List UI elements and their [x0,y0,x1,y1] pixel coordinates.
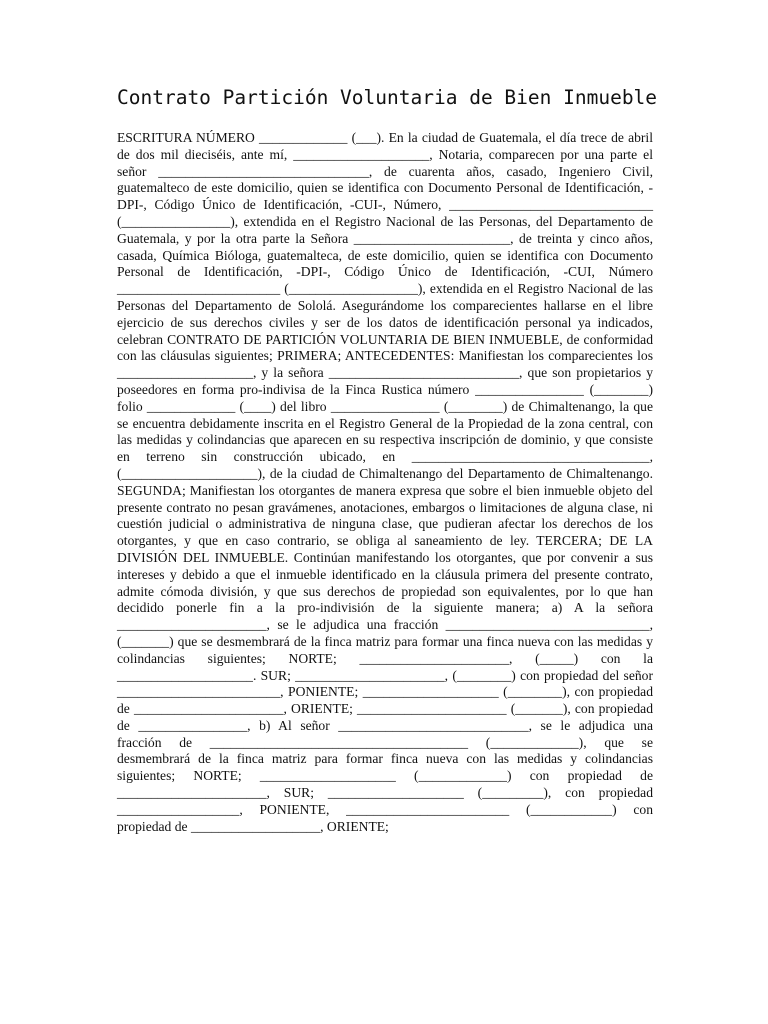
document-page [117,86,658,835]
document-title: Contrato Partición Voluntaria de Bien Inmueble [117,86,658,109]
contract-body-text: ESCRITURA NÚMERO _____________ (___). En la ciudad de Guatemala, el día trece de abril de dos mil dieciséis, ante mí, ____________________, Notaria, comparecen por una parte el señor _______________________________, de cuarenta años, casado, Ingeniero Civil, guatemalteco de este domicilio, quien se identifica con Documento Personal de Identificación, -DPI-, Código Único de Identificación, -CUI-, Número, ______________________________ (________________), extendida en el Registro Nacional de las Personas, del Departamento de Guatemala, y por la otra parte la Señora _______________________, de treinta y cinco años, casada, Química Bióloga, guatemalteca, de este domicilio, quien se identifica con Documento Personal de Identificación, -DPI-, Código Único de Identificación, -CUI, Número ________________________ (___________________), extendida en el Registro Nacional de las Personas del Departamento de Sololá. Asegurándome los comparecientes hallarse en el libre ejercicio de sus derechos civiles y ser de los datos de identificación personal ya indicados, celebran CONTRATO DE PARTICIÓN VOLUNTARIA DE BIEN INMUEBLE, de conformidad con las cláusulas siguientes; PRIMERA; ANTECEDENTES: Manifiestan los comparecientes los ____________________, y la señora ____________________________, que son propietarios y poseedores en forma pro-indivisa de la Finca Rustica número ________________ (________) folio _____________ (____) del libro ________________ (________) de Chimaltenango, la que se encuentra debidamente inscrita en el Registro General de la Propiedad de la zona central, con las medidas y colindancias que aparecen en su respectiva inscripción de dominio, y que consiste en terreno sin construcción ubicado, en ___________________________________, (____________________), de la ciudad de Chimaltenango del Departamento de Chimaltenango. SEGUNDA; Manifiestan los otorgantes de manera expresa que sobre el bien inmueble objeto del presente contrato no pesan gravámenes, anotaciones, embargos o limitaciones de alguna clase, ni cuestión judicial o administrativa de ninguna clase, que pudieran afectar los derechos de los otorgantes, y que en caso contrario, se obliga al saneamiento de ley. TERCERA; DE LA DIVISIÓN DEL INMUEBLE. Continúan manifestando los otorgantes, que por convenir a sus intereses y debido a que el inmueble identificado en la cláusula primera del presente contrato, admite cómoda división, y que sus derechos de propiedad son equivalentes, por lo que han decidido ponerle fin a la pro-indivisión de la siguiente manera; a) A la señora ______________________, se le adjudica una fracción ______________________________, (_______) que se desmembrará de la finca matriz para formar una finca nueva con las medidas y colindancias siguientes; NORTE; ______________________, (_____) con la ____________________. SUR; ______________________, (________) con propiedad del señor ________________________, PONIENTE; ____________________ (________), con propiedad de ______________________, ORIENTE; ______________________ (_______), con propiedad de ________________, b) Al señor ____________________________, se le adjudica una fracción de ______________________________________ (_____________), que se desmembrará de la finca matriz para formar finca nueva con las medidas y colindancias siguientes; NORTE; ____________________ (_____________) con propiedad de ______________________, SUR; ____________________ (_________), con propiedad __________________, PONIENTE, ________________________ (____________) con propiedad de ___________________, ORIENTE; [117,130,653,834]
